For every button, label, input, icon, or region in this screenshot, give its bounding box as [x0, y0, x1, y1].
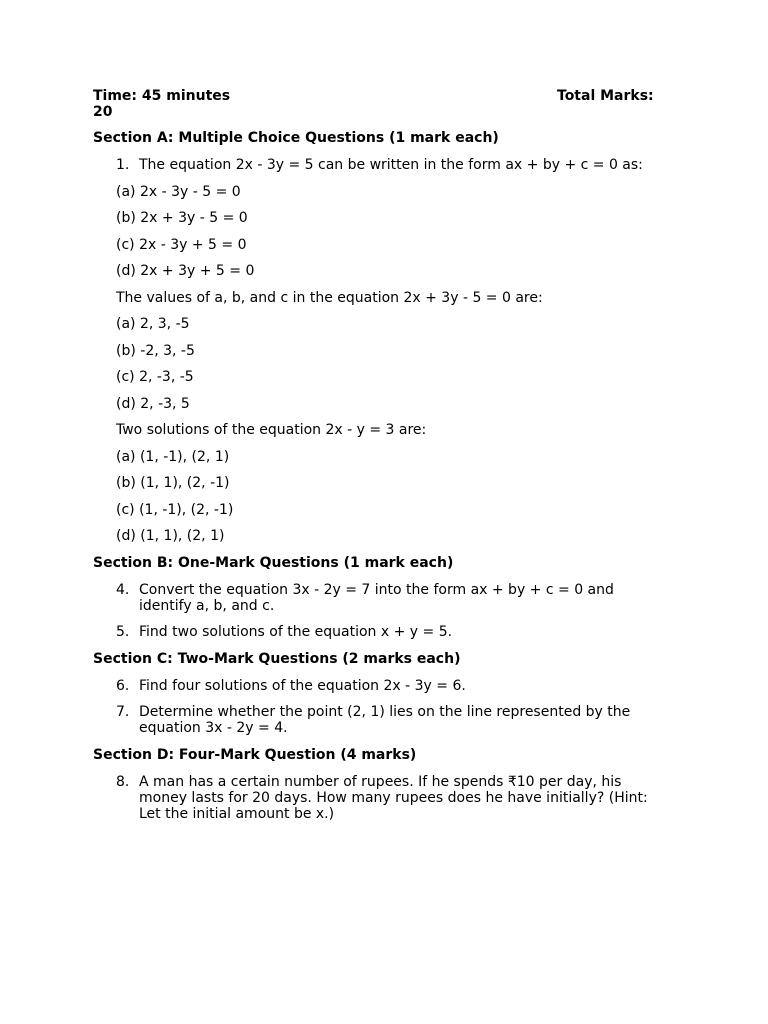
option-c: (c) (1, -1), (2, -1) — [116, 501, 234, 518]
question-5 — [116, 624, 663, 640]
total-marks-value: 20 — [93, 104, 113, 120]
question-number: 1. — [116, 157, 130, 173]
time-label: Time: 45 minutes — [93, 88, 231, 104]
exam-content — [93, 130, 663, 832]
question-text: The equation 2x - 3y = 5 can be written in the form ax + by + c = 0 as: — [139, 157, 643, 173]
option-d: (d) 2x + 3y + 5 = 0 — [116, 263, 255, 279]
question-1 — [116, 157, 663, 173]
section-b-title: Section B: One-Mark Questions (1 mark each) — [93, 554, 454, 571]
section-a-title: Section A: Multiple Choice Questions (1 mark each) — [93, 130, 499, 146]
question-text: Convert the equation 3x - 2y = 7 into the form ax + by + c = 0 and identify a, b, and c. — [139, 581, 614, 614]
option-a: (a) 2x - 3y - 5 = 0 — [116, 183, 241, 200]
question-number: 7. — [116, 704, 130, 720]
option-b: (b) -2, 3, -5 — [116, 342, 195, 359]
option-a: (a) (1, -1), (2, 1) — [116, 448, 230, 465]
section-c-title: Section C: Two-Mark Questions (2 marks each) — [93, 650, 461, 667]
question-3-text: Two solutions of the equation 2x - y = 3 are: — [116, 422, 427, 438]
option-c: (c) 2, -3, -5 — [116, 369, 194, 385]
total-marks-label: Total Marks: — [557, 88, 654, 104]
question-number: 4. — [116, 581, 130, 598]
question-8 — [116, 774, 663, 822]
question-7 — [116, 704, 663, 736]
question-number: 6. — [116, 677, 130, 694]
option-d: (d) (1, 1), (2, 1) — [116, 528, 225, 544]
question-6 — [116, 678, 663, 694]
option-d: (d) 2, -3, 5 — [116, 395, 190, 412]
option-b: (b) (1, 1), (2, -1) — [116, 475, 230, 491]
question-4 — [116, 582, 663, 614]
option-b: (b) 2x + 3y - 5 = 0 — [116, 210, 248, 226]
option-a: (a) 2, 3, -5 — [116, 316, 190, 332]
question-number: 8. — [116, 773, 130, 790]
question-text: A man has a certain number of rupees. If he spends ₹10 per day, his money lasts for 20 days. How many rupees does he have initially? (Hint: Let the initial amount be x.) — [139, 773, 648, 822]
question-text: Find two solutions of the equation x + y = 5. — [139, 624, 453, 640]
question-text: Find four solutions of the equation 2x - 3y = 6. — [139, 677, 466, 694]
option-c: (c) 2x - 3y + 5 = 0 — [116, 236, 247, 253]
section-d-title: Section D: Four-Mark Question (4 marks) — [93, 746, 417, 763]
question-text: Determine whether the point (2, 1) lies on the line represented by the equation 3x - 2y = 4. — [139, 704, 631, 736]
question-number: 5. — [116, 624, 130, 640]
question-2-text: The values of a, b, and c in the equation 2x + 3y - 5 = 0 are: — [116, 289, 543, 306]
